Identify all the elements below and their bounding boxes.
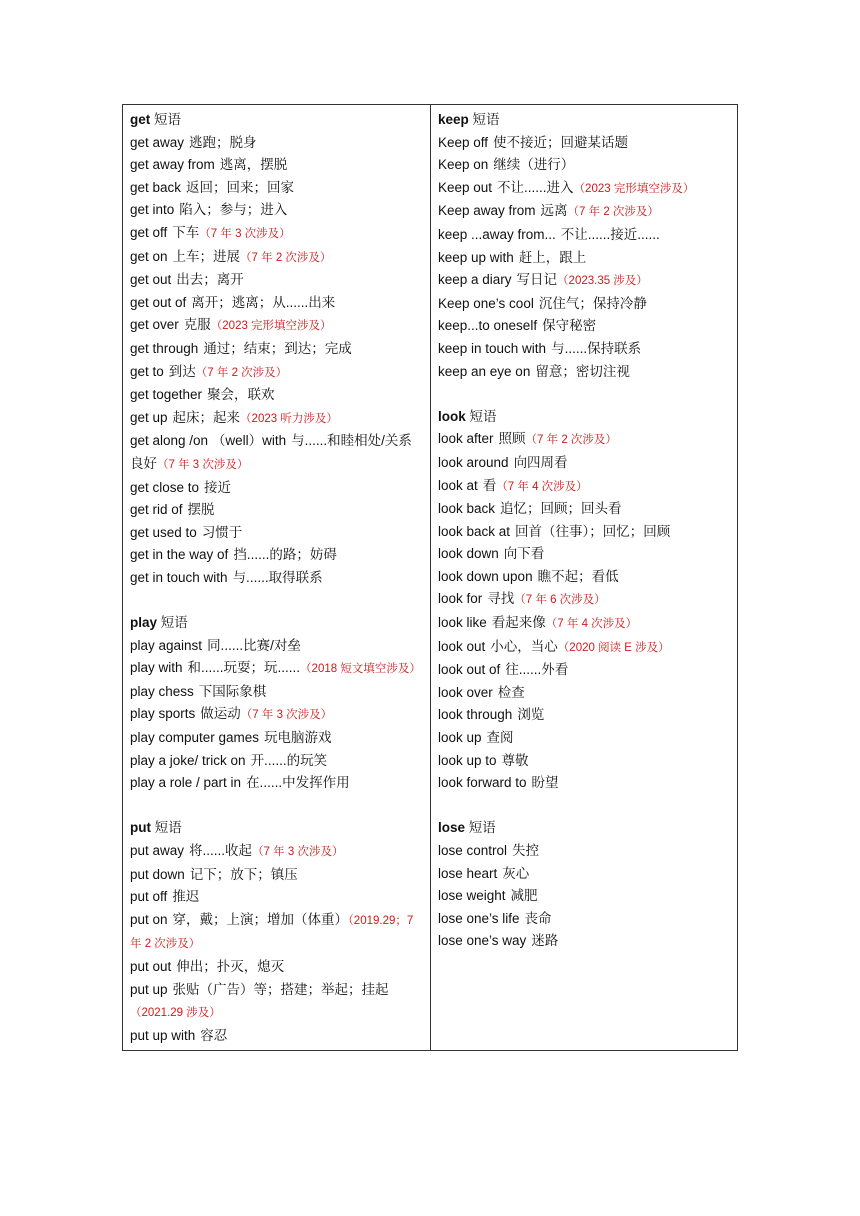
phrase-entry bbox=[438, 727, 737, 750]
exam-note: （2023 完形填空涉及） bbox=[210, 320, 332, 333]
phrase-meaning: 通过；结束；到达；完成 bbox=[203, 340, 352, 356]
phrase: get to bbox=[130, 363, 164, 379]
heading-word: get bbox=[130, 112, 151, 127]
phrase-entry bbox=[438, 521, 737, 544]
heading-word: play bbox=[130, 615, 158, 631]
exam-note: （7 年 2 次涉及） bbox=[525, 434, 617, 447]
phrase: look over bbox=[438, 684, 493, 700]
phrase-meaning: 容忍 bbox=[200, 1027, 228, 1043]
phrase-meaning: 丧命 bbox=[524, 910, 552, 926]
phrase-meaning: 向四周看 bbox=[513, 454, 568, 470]
phrase-entry bbox=[438, 863, 737, 886]
phrase-entry bbox=[438, 200, 737, 224]
phrase: Keep out bbox=[438, 179, 493, 195]
phrase-meaning: 减肥 bbox=[510, 888, 538, 904]
phrase-meaning: 下国际象棋 bbox=[198, 683, 267, 699]
phrase-meaning: 尊敬 bbox=[501, 752, 529, 768]
phrase-meaning: 向下看 bbox=[503, 546, 545, 562]
phrase-meaning: 不让......进入 bbox=[497, 179, 574, 195]
section-heading bbox=[130, 817, 430, 840]
phrase-entry bbox=[130, 292, 430, 315]
phrase: keep in touch with bbox=[438, 340, 547, 356]
phrase-meaning: 写日记 bbox=[516, 272, 558, 288]
phrase-meaning: 做运动 bbox=[200, 706, 241, 722]
phrase: put away bbox=[130, 843, 185, 858]
phrase-meaning: 在......中发挥作用 bbox=[246, 775, 350, 791]
phrase: get rid of bbox=[130, 502, 183, 518]
phrase-meaning: 迷路 bbox=[531, 933, 559, 949]
phrase: look like bbox=[438, 615, 487, 631]
phrase-meaning: 记下；放下；镇压 bbox=[189, 866, 298, 882]
phrase-entry bbox=[130, 772, 430, 795]
phrase-entry bbox=[130, 430, 430, 476]
phrase-meaning: 盼望 bbox=[531, 775, 559, 791]
phrase-meaning: 聚会，联欢 bbox=[207, 387, 275, 403]
phrase-meaning: 与......取得联系 bbox=[232, 569, 323, 585]
phrase: lose control bbox=[438, 843, 508, 858]
phrase-meaning: 回首（往事）；回忆；回顾 bbox=[515, 523, 671, 539]
phrase-meaning: 陷入；参与；进入 bbox=[179, 202, 288, 218]
phrase-entry bbox=[438, 908, 737, 931]
phrase-entry bbox=[438, 930, 737, 953]
phrase: get up bbox=[130, 409, 168, 425]
phrase: get in the way of bbox=[130, 547, 229, 563]
phrase-meaning: 逃离，摆脱 bbox=[219, 157, 288, 173]
exam-note: （2023 完形填空涉及） bbox=[573, 182, 695, 195]
exam-note: （7 年 3 次涉及） bbox=[199, 227, 291, 240]
phrase: look around bbox=[438, 454, 509, 470]
phrase: get in touch with bbox=[130, 569, 228, 585]
phrase-entry bbox=[438, 315, 737, 338]
phrase: Keep one’s cool bbox=[438, 295, 534, 311]
phrase: put down bbox=[130, 866, 185, 882]
blank-line bbox=[438, 383, 737, 406]
phrase-entry bbox=[438, 750, 737, 773]
phrase-meaning: 接近 bbox=[204, 479, 232, 495]
phrase: Keep away from bbox=[438, 203, 536, 219]
exam-note: （7 年 4 次涉及） bbox=[545, 618, 638, 631]
section-heading bbox=[438, 109, 737, 132]
phrase-entry bbox=[438, 543, 737, 566]
phrase-entry bbox=[130, 338, 430, 361]
phrase-entry bbox=[438, 475, 737, 499]
phrase-entry bbox=[438, 428, 737, 452]
right-column bbox=[431, 105, 737, 1050]
phrase-entry bbox=[438, 154, 737, 177]
phrase-entry bbox=[130, 1025, 430, 1048]
phrase: get used to bbox=[130, 524, 197, 540]
phrase-meaning: 摆脱 bbox=[187, 502, 215, 518]
phrase: look forward to bbox=[438, 775, 527, 791]
phrase-meaning: 推迟 bbox=[172, 889, 200, 905]
phrase-entry bbox=[130, 361, 430, 385]
phrase-meaning: 上车；进展 bbox=[172, 248, 241, 264]
phrase-entry bbox=[438, 338, 737, 361]
phrase-entry bbox=[438, 885, 737, 908]
exam-note: （2021.29 涉及） bbox=[130, 1007, 221, 1020]
phrase-entry bbox=[130, 750, 430, 773]
phrase: put off bbox=[130, 889, 168, 905]
heading-label: 短语 bbox=[160, 615, 188, 631]
phrase-entry bbox=[438, 269, 737, 293]
phrase-entry bbox=[438, 772, 737, 795]
phrase: get through bbox=[130, 340, 199, 356]
phrase-entry bbox=[438, 177, 737, 201]
phrase-entry bbox=[130, 222, 430, 246]
phrase-meaning: 赶上，跟上 bbox=[518, 249, 587, 265]
section-heading bbox=[130, 109, 430, 132]
exam-note: （7 年 4 次涉及） bbox=[496, 480, 588, 493]
phrase: look for bbox=[438, 591, 483, 607]
phrase: get off bbox=[130, 224, 168, 240]
phrase-meaning: 到达 bbox=[168, 363, 196, 379]
exam-note: （2018 短文填空涉及） bbox=[300, 663, 421, 676]
exam-note: （7 年 2 次涉及） bbox=[567, 206, 659, 219]
phrase: look out of bbox=[438, 662, 501, 678]
phrase-meaning: 沉住气；保持冷静 bbox=[538, 295, 647, 311]
phrase-entry bbox=[130, 703, 430, 727]
phrase-entry bbox=[438, 452, 737, 475]
phrase-meaning: 起床；起来 bbox=[172, 409, 241, 425]
phrase-meaning: 张贴（广告）等；搭建；举起；挂起 bbox=[172, 981, 389, 997]
heading-word: look bbox=[438, 408, 466, 424]
section-heading bbox=[438, 817, 737, 840]
phrase-meaning: 查阅 bbox=[486, 730, 514, 746]
phrase-entry bbox=[130, 269, 430, 292]
phrase: keep a diary bbox=[438, 272, 512, 288]
phrase-entry bbox=[130, 407, 430, 431]
section-heading bbox=[130, 612, 430, 635]
phrase-entry bbox=[130, 477, 430, 500]
phrase-entry bbox=[438, 566, 737, 589]
phrase: look up bbox=[438, 730, 482, 746]
phrase-meaning: 将......收起 bbox=[189, 843, 253, 858]
phrase-entry bbox=[130, 132, 430, 155]
phrase: keep...to oneself bbox=[438, 318, 538, 334]
phrase: play against bbox=[130, 637, 203, 653]
phrase: get close to bbox=[130, 479, 200, 495]
phrase-entry bbox=[438, 498, 737, 521]
phrase-entry bbox=[130, 314, 430, 338]
phrase: Keep on bbox=[438, 157, 489, 173]
phrase: lose one’s life bbox=[438, 910, 520, 926]
phrase: get away bbox=[130, 134, 185, 150]
section-heading bbox=[438, 406, 737, 429]
phrase-entry bbox=[130, 567, 430, 590]
blank-line bbox=[438, 795, 737, 818]
phrase: get over bbox=[130, 317, 179, 333]
left-column bbox=[123, 105, 431, 1050]
phrase-entry bbox=[130, 727, 430, 750]
phrase: put on bbox=[130, 911, 168, 927]
phrase: play sports bbox=[130, 706, 196, 722]
phrase-entry bbox=[130, 154, 430, 177]
phrase-entry bbox=[438, 361, 737, 384]
phrase-meaning: 同......比赛/对垒 bbox=[207, 637, 301, 653]
phrase-meaning: 远离 bbox=[540, 203, 568, 219]
phrase: get together bbox=[130, 387, 203, 403]
exam-note: （7 年 2 次涉及） bbox=[240, 251, 332, 264]
phrase: get along /on （well）with bbox=[130, 433, 287, 449]
phrase: play chess bbox=[130, 683, 194, 699]
phrase: put up with bbox=[130, 1027, 196, 1043]
phrase-meaning: 伸出；扑灭，熄灭 bbox=[176, 958, 285, 974]
phrase: get on bbox=[130, 248, 168, 264]
phrase-meaning: 挡......的路；妨碍 bbox=[233, 547, 337, 563]
phrase-entry bbox=[438, 636, 737, 660]
phrase-meaning: 习惯于 bbox=[201, 524, 243, 540]
phrase: look after bbox=[438, 431, 494, 447]
exam-note: （2023.35 涉及） bbox=[557, 275, 648, 288]
phrase-meaning: 与......和睦相处/关系良好 bbox=[130, 433, 412, 471]
phrase-entry bbox=[130, 522, 430, 545]
phrase: Keep off bbox=[438, 134, 489, 150]
phrase-entry bbox=[438, 840, 737, 863]
phrase: lose one’s way bbox=[438, 933, 527, 949]
phrase-meaning: 使不接近；回避某话题 bbox=[493, 134, 629, 150]
exam-note: （7 年 3 次涉及） bbox=[240, 709, 333, 722]
phrase-meaning: 看起来像 bbox=[491, 615, 546, 631]
phrase-meaning: 出去；离开 bbox=[176, 272, 244, 288]
phrase: play a joke/ trick on bbox=[130, 752, 246, 768]
phrase-entry bbox=[438, 612, 737, 636]
exam-note: （2023 听力涉及） bbox=[240, 412, 338, 425]
phrase-meaning: 不让......接近...... bbox=[560, 226, 660, 242]
phrase-meaning: 离开；逃离；从......出来 bbox=[191, 294, 336, 310]
phrase: get back bbox=[130, 179, 182, 195]
phrase: look through bbox=[438, 707, 513, 723]
blank-line bbox=[130, 795, 430, 818]
phrase: get into bbox=[130, 202, 175, 218]
phrase: play computer games bbox=[130, 730, 260, 746]
phrase-meaning: 小心，当心 bbox=[490, 638, 558, 654]
phrase-entry bbox=[438, 682, 737, 705]
phrase-meaning: 灰心 bbox=[502, 865, 530, 881]
phrase-entry bbox=[130, 499, 430, 522]
phrase-meaning: 保守秘密 bbox=[542, 318, 597, 334]
phrase-entry bbox=[438, 224, 737, 247]
phrase-meaning: 开......的玩笑 bbox=[250, 752, 328, 768]
heading-word: keep bbox=[438, 112, 469, 127]
phrase-table bbox=[122, 104, 738, 1051]
phrase-entry bbox=[438, 132, 737, 155]
phrase-entry bbox=[130, 681, 430, 704]
phrase-meaning: 留意；密切注视 bbox=[535, 363, 630, 379]
phrase: play a role / part in bbox=[130, 775, 242, 791]
phrase-entry bbox=[130, 956, 430, 979]
exam-note: （7 年 3 次涉及） bbox=[252, 846, 344, 858]
phrase-entry bbox=[130, 864, 430, 887]
phrase-meaning: 下车 bbox=[172, 224, 200, 240]
phrase-entry bbox=[130, 635, 430, 658]
exam-note: （7 年 2 次涉及） bbox=[195, 366, 288, 379]
phrase-entry bbox=[438, 588, 737, 612]
phrase-meaning: 寻找 bbox=[487, 591, 515, 607]
phrase-meaning: 浏览 bbox=[517, 707, 545, 723]
phrase-entry bbox=[438, 293, 737, 316]
phrase: get away from bbox=[130, 157, 215, 173]
heading-word: lose bbox=[438, 820, 466, 836]
phrase-entry bbox=[130, 199, 430, 222]
phrase: lose weight bbox=[438, 888, 506, 904]
phrase-meaning: 和......玩耍；玩...... bbox=[187, 660, 301, 676]
phrase-entry bbox=[438, 704, 737, 727]
phrase-meaning: 返回；回来；回家 bbox=[186, 179, 295, 195]
exam-note: （2020 阅读 E 涉及） bbox=[557, 641, 670, 654]
phrase-meaning: 玩电脑游戏 bbox=[264, 730, 332, 746]
heading-label: 短语 bbox=[154, 820, 182, 836]
phrase: put up bbox=[130, 981, 168, 997]
phrase-meaning: 失控 bbox=[512, 843, 540, 858]
phrase: lose heart bbox=[438, 865, 498, 881]
phrase-entry bbox=[130, 840, 430, 864]
phrase-meaning: 克服 bbox=[183, 317, 211, 333]
phrase: look up to bbox=[438, 752, 497, 768]
phrase-meaning: 瞧不起；看低 bbox=[537, 568, 619, 584]
phrase-meaning: 检查 bbox=[497, 684, 525, 700]
phrase-entry bbox=[130, 384, 430, 407]
phrase-meaning: 穿，戴；上演；增加（体重） bbox=[172, 911, 349, 927]
phrase-meaning: 看 bbox=[482, 477, 497, 493]
phrase: get out bbox=[130, 272, 172, 288]
exam-note: （2019.29；7 年 2 次涉及） bbox=[130, 914, 414, 951]
heading-label: 短语 bbox=[472, 112, 500, 127]
phrase-entry bbox=[130, 246, 430, 270]
exam-note: （7 年 6 次涉及） bbox=[514, 594, 606, 607]
phrase: look down upon bbox=[438, 568, 533, 584]
phrase-entry bbox=[130, 886, 430, 909]
phrase: look back at bbox=[438, 523, 511, 539]
phrase: keep an eye on bbox=[438, 363, 531, 379]
phrase: look down bbox=[438, 546, 499, 562]
phrase: look back bbox=[438, 501, 496, 517]
exam-note: （7 年 3 次涉及） bbox=[157, 458, 249, 471]
phrase: put out bbox=[130, 958, 172, 974]
phrase-entry bbox=[438, 247, 737, 270]
heading-label: 短语 bbox=[468, 820, 496, 836]
phrase-entry bbox=[438, 659, 737, 682]
phrase-meaning: 逃跑；脱身 bbox=[189, 134, 257, 150]
phrase-meaning: 往......外看 bbox=[505, 662, 569, 678]
blank-line bbox=[130, 589, 430, 612]
phrase-entry bbox=[130, 177, 430, 200]
heading-word: put bbox=[130, 820, 151, 836]
phrase: play with bbox=[130, 660, 183, 676]
phrase: keep ...away from... bbox=[438, 226, 556, 242]
phrase: look at bbox=[438, 477, 478, 493]
phrase: get out of bbox=[130, 294, 187, 310]
phrase-entry bbox=[130, 657, 430, 681]
phrase-meaning: 继续（进行） bbox=[493, 157, 575, 173]
phrase: look out bbox=[438, 638, 486, 654]
phrase-meaning: 与......保持联系 bbox=[551, 340, 642, 356]
phrase-meaning: 追忆；回顾；回头看 bbox=[500, 501, 622, 517]
phrase-entry bbox=[130, 979, 430, 1025]
heading-label: 短语 bbox=[154, 112, 182, 127]
phrase: keep up with bbox=[438, 249, 514, 265]
phrase-entry bbox=[130, 909, 430, 956]
phrase-meaning: 照顾 bbox=[498, 431, 526, 447]
phrase-entry bbox=[130, 544, 430, 567]
heading-label: 短语 bbox=[469, 408, 497, 424]
